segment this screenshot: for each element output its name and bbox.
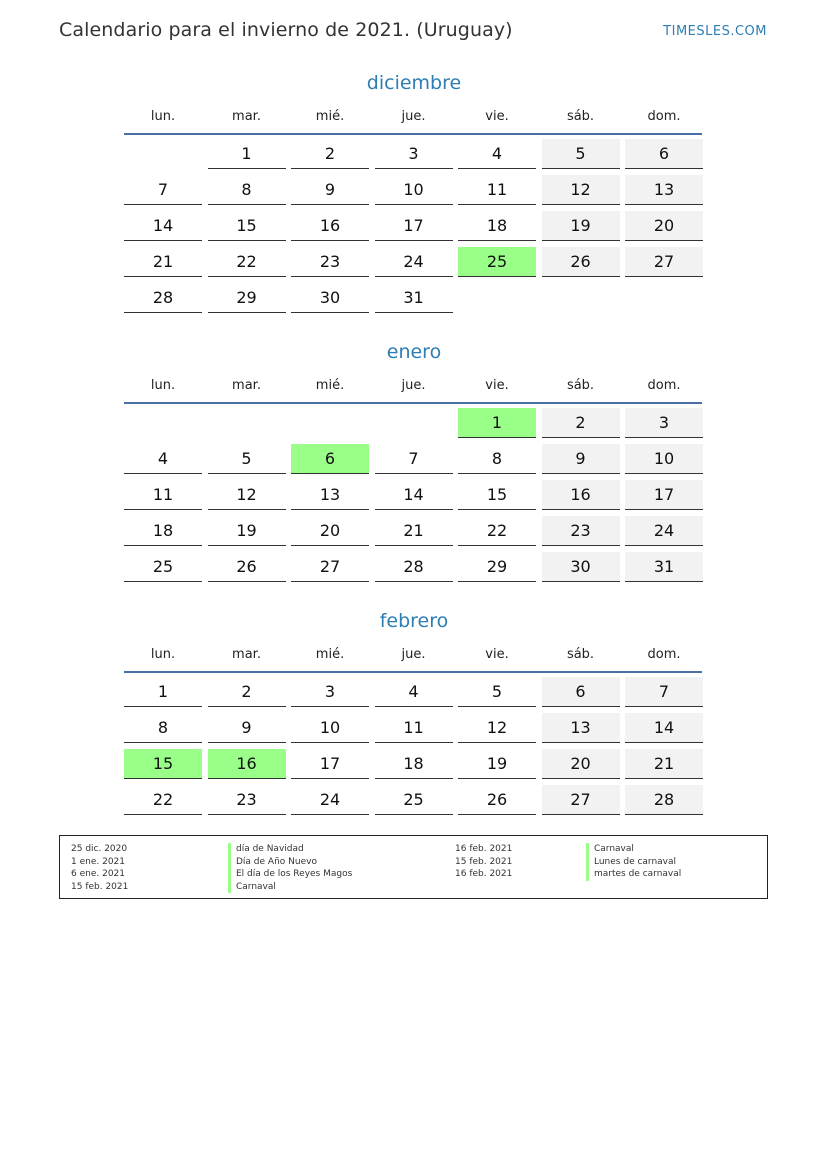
day-cell: 5 — [542, 139, 620, 169]
weekday-label: jue. — [401, 378, 426, 393]
day-cell: 21 — [375, 516, 453, 546]
day-cell: 6 — [542, 677, 620, 707]
day-cell: 22 — [208, 247, 286, 277]
brand-logo-text[interactable]: TIMESLES.COM — [663, 24, 767, 39]
day-cell: 28 — [124, 283, 202, 313]
day-cell: 23 — [291, 247, 369, 277]
day-cell: 18 — [458, 211, 536, 241]
day-cell: 14 — [375, 480, 453, 510]
legend-holiday-name: Carnaval — [586, 843, 681, 856]
day-cell: 28 — [625, 785, 703, 815]
day-cell: 30 — [542, 552, 620, 582]
day-cell: 29 — [208, 283, 286, 313]
weekday-label: mié. — [315, 378, 345, 393]
day-cell: 19 — [542, 211, 620, 241]
weekday-label: jue. — [401, 109, 426, 124]
day-cell: 16 — [291, 211, 369, 241]
day-cell: 27 — [542, 785, 620, 815]
weekday-label: vie. — [485, 109, 509, 124]
empty-day-cell — [208, 408, 286, 438]
day-cell: 14 — [124, 211, 202, 241]
weekday-label: mié. — [315, 109, 345, 124]
day-cell: 11 — [458, 175, 536, 205]
weekday-label: jue. — [401, 647, 426, 662]
day-cell: 11 — [124, 480, 202, 510]
day-cell: 10 — [291, 713, 369, 743]
legend-names-left — [228, 843, 352, 893]
day-cell: 17 — [625, 480, 703, 510]
weekday-header — [124, 106, 704, 128]
day-cell: 23 — [208, 785, 286, 815]
day-cell: 10 — [625, 444, 703, 474]
day-cell: 12 — [458, 713, 536, 743]
day-cell: 5 — [458, 677, 536, 707]
month-name: enero — [386, 341, 442, 363]
legend-date: 15 feb. 2021 — [71, 881, 129, 892]
day-grid — [124, 408, 704, 582]
legend-date: 25 dic. 2020 — [71, 844, 128, 854]
legend-date: 16 feb. 2021 — [455, 844, 513, 854]
holiday-day-cell: 6 — [291, 444, 369, 474]
day-cell: 14 — [625, 713, 703, 743]
day-cell: 13 — [291, 480, 369, 510]
day-cell: 11 — [375, 713, 453, 743]
legend-date: 1 ene. 2021 — [71, 856, 125, 867]
day-cell: 24 — [291, 785, 369, 815]
day-cell: 29 — [458, 552, 536, 582]
legend-date: 6 ene. 2021 — [71, 869, 125, 879]
month-name: diciembre — [366, 72, 462, 94]
day-cell: 4 — [375, 677, 453, 707]
empty-day-cell — [375, 408, 453, 438]
day-cell: 9 — [208, 713, 286, 743]
day-cell: 25 — [375, 785, 453, 815]
day-cell: 18 — [124, 516, 202, 546]
legend-dates-left — [71, 843, 221, 893]
holiday-day-cell: 25 — [458, 247, 536, 277]
legend-holiday-name: día de Navidad — [228, 843, 352, 856]
day-cell: 9 — [291, 175, 369, 205]
day-cell: 6 — [625, 139, 703, 169]
day-cell: 8 — [208, 175, 286, 205]
day-cell: 24 — [625, 516, 703, 546]
day-cell: 26 — [542, 247, 620, 277]
empty-day-cell — [291, 408, 369, 438]
legend-dates-right — [455, 843, 605, 881]
weekday-label: sáb. — [566, 109, 595, 124]
day-cell: 22 — [458, 516, 536, 546]
day-cell: 25 — [124, 552, 202, 582]
day-cell: 13 — [625, 175, 703, 205]
weekday-label: mar. — [232, 109, 261, 124]
holiday-day-cell: 15 — [124, 749, 202, 779]
weekday-label: lun. — [150, 109, 176, 124]
day-cell: 1 — [124, 677, 202, 707]
day-cell: 20 — [291, 516, 369, 546]
legend-date: 16 feb. 2021 — [455, 869, 513, 879]
day-cell: 3 — [625, 408, 703, 438]
day-cell: 21 — [124, 247, 202, 277]
weekday-label: mar. — [232, 378, 261, 393]
day-cell: 23 — [542, 516, 620, 546]
day-cell: 19 — [208, 516, 286, 546]
day-cell: 8 — [124, 713, 202, 743]
holiday-day-cell: 1 — [458, 408, 536, 438]
page-title: Calendario para el invierno de 2021. (Uruguay) — [59, 19, 513, 41]
weekday-label: vie. — [485, 647, 509, 662]
header-rule — [124, 133, 702, 135]
day-cell: 7 — [124, 175, 202, 205]
day-cell: 28 — [375, 552, 453, 582]
day-cell: 19 — [458, 749, 536, 779]
legend-holiday-name: Lunes de carnaval — [586, 856, 681, 869]
day-cell: 7 — [625, 677, 703, 707]
day-cell: 18 — [375, 749, 453, 779]
day-cell: 31 — [375, 283, 453, 313]
day-cell: 12 — [542, 175, 620, 205]
month-name: febrero — [379, 610, 449, 632]
header-rule — [124, 402, 702, 404]
day-cell: 15 — [208, 211, 286, 241]
day-cell: 3 — [291, 677, 369, 707]
header-rule — [124, 671, 702, 673]
weekday-header — [124, 375, 704, 397]
holiday-day-cell: 16 — [208, 749, 286, 779]
day-cell: 8 — [458, 444, 536, 474]
weekday-label: dom. — [647, 647, 681, 662]
day-cell: 31 — [625, 552, 703, 582]
day-cell: 17 — [375, 211, 453, 241]
day-cell: 22 — [124, 785, 202, 815]
empty-day-cell — [124, 139, 202, 169]
day-cell: 27 — [625, 247, 703, 277]
legend-holiday-name: El día de los Reyes Magos — [228, 868, 352, 881]
day-cell: 1 — [208, 139, 286, 169]
weekday-label: vie. — [485, 378, 509, 393]
day-cell: 2 — [208, 677, 286, 707]
weekday-label: mar. — [232, 647, 261, 662]
weekday-label: mié. — [315, 647, 345, 662]
weekday-header — [124, 644, 704, 666]
day-grid — [124, 677, 704, 815]
day-cell: 7 — [375, 444, 453, 474]
weekday-label: dom. — [647, 378, 681, 393]
weekday-label: sáb. — [566, 647, 595, 662]
day-cell: 12 — [208, 480, 286, 510]
day-cell: 30 — [291, 283, 369, 313]
month-calendar-december — [124, 70, 704, 313]
day-cell: 26 — [208, 552, 286, 582]
day-grid — [124, 139, 704, 313]
holiday-legend — [59, 835, 768, 899]
day-cell: 13 — [542, 713, 620, 743]
legend-holiday-name: Día de Año Nuevo — [228, 856, 352, 869]
weekday-label: lun. — [150, 647, 176, 662]
day-cell: 10 — [375, 175, 453, 205]
day-cell: 21 — [625, 749, 703, 779]
day-cell: 3 — [375, 139, 453, 169]
day-cell: 20 — [542, 749, 620, 779]
day-cell: 9 — [542, 444, 620, 474]
empty-day-cell — [124, 408, 202, 438]
month-calendar-january — [124, 339, 704, 582]
day-cell: 16 — [542, 480, 620, 510]
legend-holiday-name: Carnaval — [228, 881, 352, 894]
weekday-label: sáb. — [566, 378, 595, 393]
legend-names-right — [586, 843, 681, 881]
day-cell: 2 — [542, 408, 620, 438]
day-cell: 17 — [291, 749, 369, 779]
day-cell: 4 — [458, 139, 536, 169]
weekday-label: lun. — [150, 378, 176, 393]
day-cell: 20 — [625, 211, 703, 241]
day-cell: 24 — [375, 247, 453, 277]
day-cell: 4 — [124, 444, 202, 474]
month-calendar-february — [124, 608, 704, 815]
legend-holiday-name: martes de carnaval — [586, 868, 681, 881]
day-cell: 2 — [291, 139, 369, 169]
day-cell: 26 — [458, 785, 536, 815]
day-cell: 27 — [291, 552, 369, 582]
legend-date: 15 feb. 2021 — [455, 856, 513, 867]
weekday-label: dom. — [647, 109, 681, 124]
day-cell: 5 — [208, 444, 286, 474]
day-cell: 15 — [458, 480, 536, 510]
